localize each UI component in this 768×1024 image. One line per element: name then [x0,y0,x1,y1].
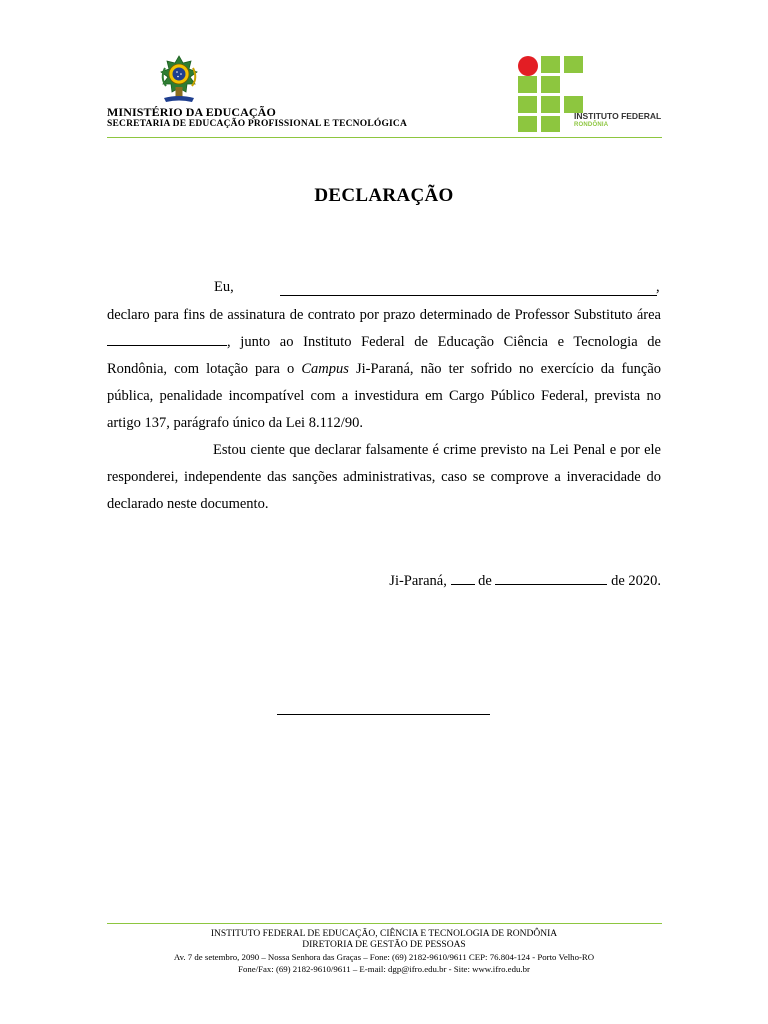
date-year: de 2020. [607,573,661,589]
footer-department: DIRETORIA DE GESTÃO DE PESSOAS [302,940,466,950]
brazil-coat-of-arms-icon [156,54,202,104]
secretaria-name: SECRETARIA DE EDUCAÇÃO PROFISSIONAL E TECNOLÓGICA [107,119,408,129]
month-blank-line[interactable] [495,572,607,585]
signature-line[interactable] [277,714,490,715]
declaration-paragraph [107,302,661,437]
footer-divider [107,923,662,924]
logo-campus-name: RONDÔNIA [574,122,609,128]
footer-institution: INSTITUTO FEDERAL DE EDUCAÇÃO, CIÊNCIA E TECNOLOGIA DE RONDÔNIA [210,929,558,939]
day-blank-line[interactable] [451,572,475,585]
paragraph-text-middle: , junto ao Instituto Federal de Educação Ciência e Tecnologia de Rondônia, com lotação para o [107,334,661,377]
awareness-text: Estou ciente que declarar falsamente é crime previsto na Lei Penal e por ele responderei, independente das sanções administrativas, caso se comprove a inveracidade do declarado neste documento. [107,442,661,512]
header-divider [107,137,662,138]
eu-label: Eu, [214,279,234,295]
paragraph-text-start: declaro para fins de assinatura de contrato por prazo determinado de Professor Substituto área [107,307,661,323]
ministry-name: MINISTÉRIO DA EDUCAÇÃO [107,105,276,119]
footer-address: Av. 7 de setembro, 2090 – Nossa Senhora das Graças – Fone: (69) 2182-9610/9611 CEP: 76.804-124 - Porto Velho-RO [173,952,595,962]
name-blank-line[interactable] [280,295,657,296]
paragraph-text-end: Ji-Paraná, não ter sofrido no exercício da função pública, penalidade incompatível com a investidura em Cargo Público Federal, prevista no artigo 137, parágrafo único da Lei 8.112/90. [107,361,661,431]
footer-contact: Fone/Fax: (69) 2182-9610/9611 – E-mail: dgp@ifro.edu.br - Site: www.ifro.edu.br [238,964,530,974]
campus-word: Campus [301,361,349,377]
name-comma: , [656,279,660,295]
document-title: DECLARAÇÃO [314,185,454,206]
awareness-paragraph [107,437,661,518]
date-city: Ji-Paraná, [389,573,451,589]
logo-institution-name: INSTITUTO FEDERAL [574,111,662,121]
date-de: de [474,573,496,589]
date-line [389,568,661,595]
area-blank-line[interactable] [107,333,227,346]
